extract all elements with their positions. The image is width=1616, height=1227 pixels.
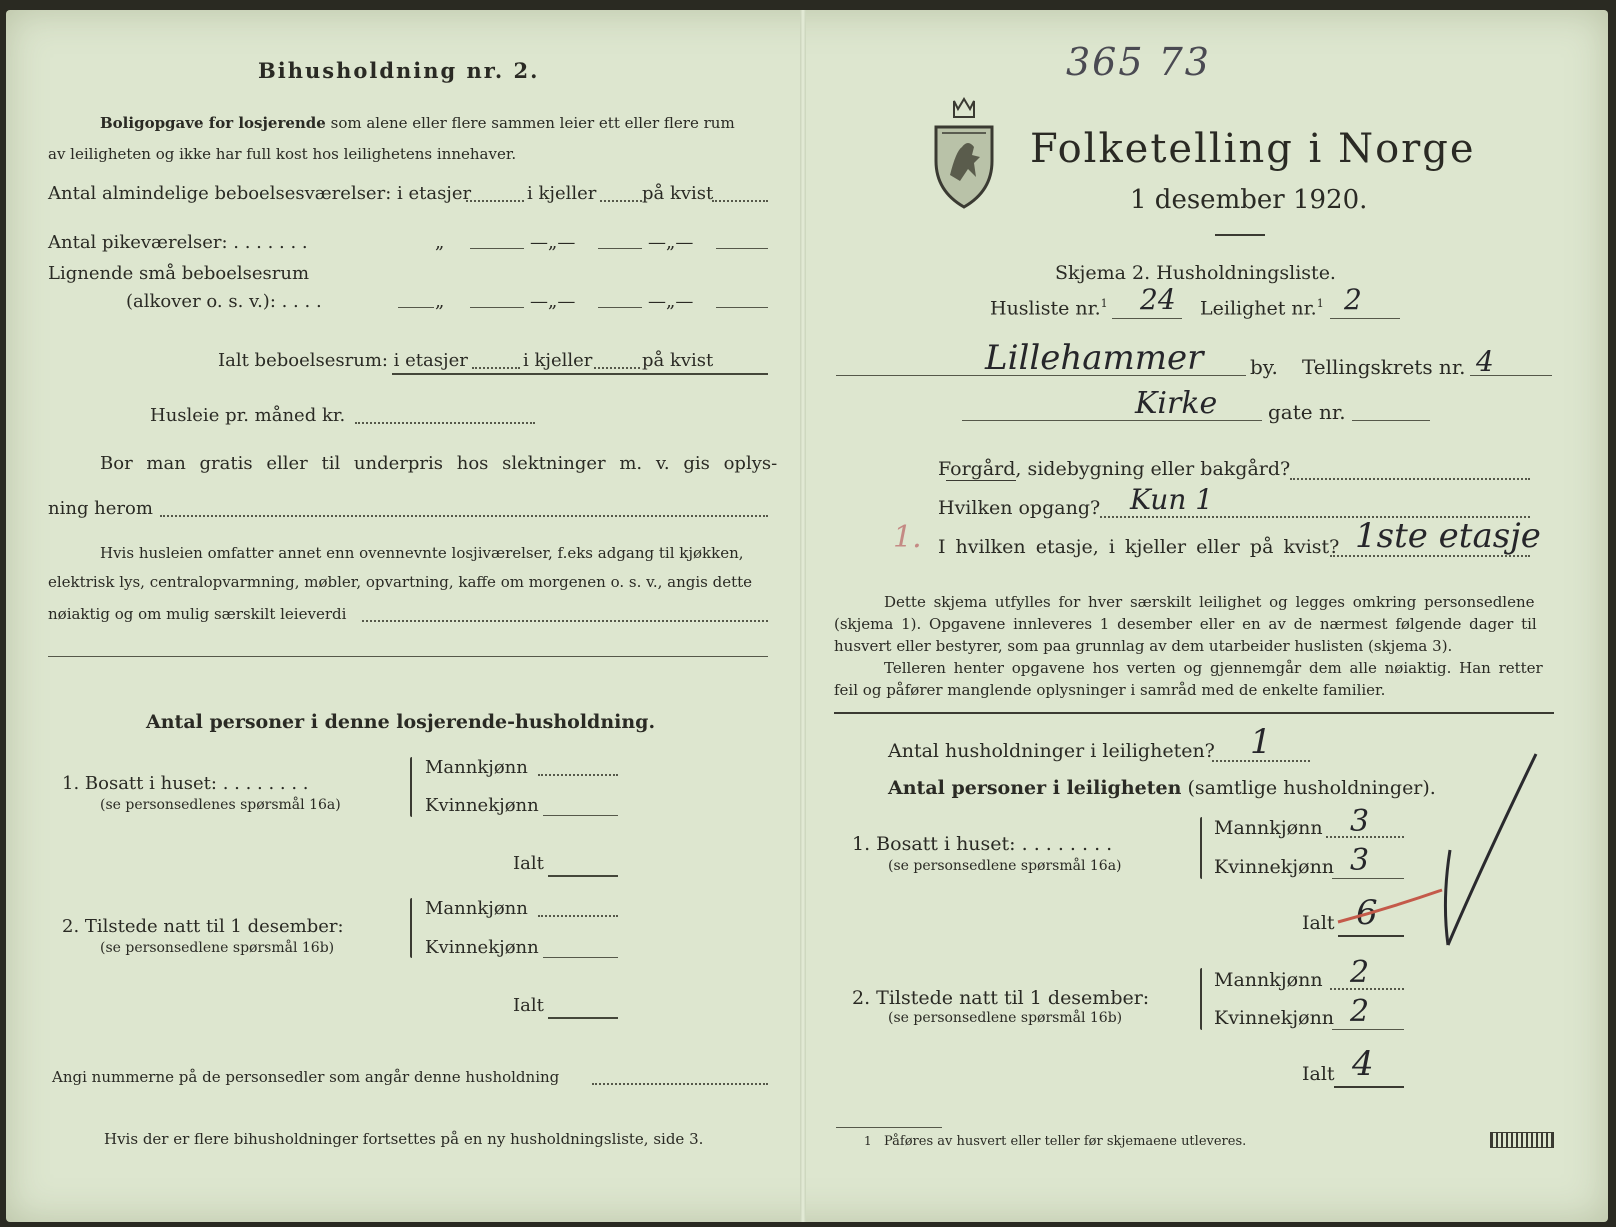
husliste-value[interactable]: 24: [1140, 283, 1176, 316]
gratis-field[interactable]: [160, 515, 768, 517]
left-q1-mann-label: Mannkjønn: [425, 757, 528, 778]
instr-line3: husvert eller bestyrer, som paa grunnlag av dem utarbeider huslisten (skjema 3).: [834, 637, 1453, 655]
skjema-label: Skjema 2. Husholdningsliste.: [1055, 262, 1336, 284]
ialt-kjeller-label: i kjeller: [523, 350, 593, 371]
leilighet-label: Leilighet nr.$^1$: [1200, 297, 1324, 320]
left-q1-label: 1. Bosatt i huset: . . . . . . . .: [62, 773, 309, 794]
footnote-mark: 1: [864, 1134, 872, 1148]
pike-kvist-field[interactable]: [716, 248, 768, 249]
ialt-rooms-label: Ialt beboelsesrum: i etasjer: [218, 350, 468, 371]
right-q1-mann-label: Mannkjønn: [1214, 817, 1323, 839]
left-q2-ialt-label: Ialt: [513, 995, 544, 1016]
right-q1-sub: (se personsedlene spørsmål 16a): [888, 858, 1122, 874]
gate-value[interactable]: Kirke: [1135, 386, 1218, 421]
right-antal-heading: Antal personer i leiligheten (samtlige husholdninger).: [888, 777, 1436, 799]
left-q1-kvinne-label: Kvinnekjønn: [425, 795, 539, 816]
instr-line1: Dette skjema utfylles for hver særskilt leilighet og legges omkring personsedlene: [884, 593, 1535, 611]
right-q1-ialt-value[interactable]: 6: [1356, 893, 1378, 933]
right-q2-ialt-label: Ialt: [1302, 1063, 1335, 1085]
by-value[interactable]: Lillehammer: [985, 338, 1204, 378]
rooms-etasjer-field[interactable]: [466, 200, 524, 202]
opgang-value[interactable]: Kun 1: [1130, 483, 1214, 516]
leilighet-value[interactable]: 2: [1344, 283, 1362, 316]
rooms-kjeller-label: i kjeller: [527, 183, 597, 204]
left-antal-heading: Antal personer i denne losjerende-husholdning.: [146, 711, 656, 733]
instr-line2: (skjema 1). Opgavene innleveres 1 desember eller en av de nærmest følgende dager til: [834, 615, 1537, 633]
right-q2-label: 2. Tilstede natt til 1 desember:: [852, 987, 1150, 1009]
margin-mark: 1.: [893, 520, 922, 555]
right-q1-ialt-label: Ialt: [1302, 912, 1335, 934]
opgang-label: Hvilken opgang?: [938, 497, 1101, 519]
lign-kjeller-field[interactable]: [598, 307, 642, 308]
left-footer: Hvis der er flere bihusholdninger fortsettes på en ny husholdningsliste, side 3.: [104, 1130, 704, 1148]
rooms-kjeller-field[interactable]: [600, 200, 642, 202]
footnote: Påføres av husvert eller teller før skjemaene utleveres.: [884, 1134, 1247, 1149]
right-date: 1 desember 1920.: [1130, 185, 1368, 215]
leieverdi-field[interactable]: [362, 620, 768, 622]
husleie-label: Husleie pr. måned kr.: [150, 405, 346, 426]
right-title: Folketelling i Norge: [1030, 126, 1476, 172]
etasje-label: I hvilken etasje, i kjeller eller på kvist?: [938, 536, 1340, 558]
gate-label: gate nr.: [1268, 400, 1346, 424]
etasje-value[interactable]: 1ste etasje: [1355, 516, 1541, 556]
hush-value[interactable]: 1: [1250, 722, 1272, 762]
left-q1-kvinne-field[interactable]: [543, 815, 618, 816]
left-q2-mann-field[interactable]: [538, 915, 618, 917]
by-label: by.: [1250, 355, 1278, 379]
tellingskrets-value[interactable]: 4: [1476, 345, 1494, 378]
left-q2-label: 2. Tilstede natt til 1 desember:: [62, 916, 344, 937]
right-q1-label: 1. Bosatt i huset: . . . . . . . .: [852, 833, 1113, 855]
page-fold: [800, 10, 806, 1222]
left-intro-line2: av leiligheten og ikke har full kost hos leilighetens innehaver.: [48, 145, 517, 163]
coat-of-arms-icon: [928, 95, 1000, 210]
husliste-label: Husliste nr.$^1$: [990, 297, 1108, 320]
hush-label: Antal husholdninger i leiligheten?: [888, 740, 1215, 762]
gratis-line2: ning herom: [48, 498, 153, 519]
left-q1-ialt-field[interactable]: [548, 875, 618, 877]
instr-line5: feil og påfører manglende oplysninger i samråd med de enkelte familier.: [834, 681, 1386, 699]
left-q1-mann-field[interactable]: [538, 774, 618, 776]
lign-etasjer-field[interactable]: [470, 307, 524, 308]
gratis-line1: Bor man gratis eller til underpris hos slektninger m. v. gis oplys-: [100, 453, 778, 474]
angi-field[interactable]: [592, 1083, 768, 1085]
intro-bold: Boligopgave for losjerende: [100, 114, 326, 132]
right-q2-kvinne-label: Kvinnekjønn: [1214, 1007, 1335, 1029]
check-mark-icon: [1330, 750, 1550, 970]
rooms-kvist-label: på kvist: [642, 183, 714, 204]
pike-etasjer-field[interactable]: [470, 248, 524, 249]
ialt-kvist-label: på kvist: [642, 350, 714, 371]
lign-kvist-field[interactable]: [716, 307, 768, 308]
ialt-kjeller-field[interactable]: [594, 367, 640, 369]
forgaard-field[interactable]: [1290, 478, 1530, 480]
hvis-line3: nøiaktig og om mulig særskilt leieverdi: [48, 605, 347, 623]
right-q2-sub: (se personsedlene spørsmål 16b): [888, 1010, 1123, 1026]
left-q1-sub: (se personsedlenes spørsmål 16a): [100, 797, 341, 813]
pike-label: Antal pikeværelser: . . . . . . .: [48, 232, 308, 253]
right-q2-ialt-value[interactable]: 4: [1352, 1044, 1374, 1084]
printer-mark-icon: [1490, 1132, 1554, 1148]
rooms-kvist-field[interactable]: [712, 200, 768, 202]
husleie-field[interactable]: [355, 422, 535, 424]
pike-kjeller-field[interactable]: [598, 248, 642, 249]
left-q2-kvinne-field[interactable]: [543, 957, 618, 958]
right-q2-mann-value[interactable]: 2: [1350, 955, 1370, 990]
hvis-line1: Hvis husleien omfatter annet enn ovennevnte losjiværelser, f.eks adgang til kjøkken,: [100, 544, 744, 562]
right-q1-mann-value[interactable]: 3: [1350, 804, 1370, 839]
right-q1-kvinne-value[interactable]: 3: [1350, 843, 1370, 878]
ialt-etasjer-field[interactable]: [472, 367, 520, 369]
tellingskrets-label: Tellingskrets nr.: [1302, 355, 1466, 379]
left-q2-kvinne-label: Kvinnekjønn: [425, 937, 539, 958]
lign-label1: Lignende små beboelsesrum: [48, 263, 310, 284]
right-q1-kvinne-label: Kvinnekjønn: [1214, 856, 1335, 878]
leieverdi-field-2[interactable]: [48, 656, 768, 657]
instr-line4: Telleren henter opgavene hos verten og gjennemgår dem alle nøiaktig. Han retter: [884, 659, 1543, 677]
rooms-label: Antal almindelige beboelsesværelser: i etasjer: [48, 183, 472, 204]
right-q2-kvinne-value[interactable]: 2: [1350, 994, 1370, 1029]
stamp-number: 365 73: [1066, 40, 1211, 84]
angi-line: Angi nummerne på de personsedler som angår denne husholdning: [52, 1068, 560, 1086]
forgaard-label: Forgård, sidebygning eller bakgård?: [938, 458, 1291, 480]
left-title: Bihusholdning nr. 2.: [258, 58, 540, 83]
lign-label2: (alkover o. s. v.): . . . .: [126, 291, 322, 312]
left-q2-sub: (se personsedlene spørsmål 16b): [100, 940, 335, 956]
intro-rest: som alene eller flere sammen leier ett eller flere rum: [330, 114, 735, 132]
right-q2-mann-label: Mannkjønn: [1214, 969, 1323, 991]
left-q2-mann-label: Mannkjønn: [425, 898, 528, 919]
left-intro-line1: [100, 114, 735, 132]
left-q2-ialt-field[interactable]: [548, 1017, 618, 1019]
left-q1-ialt-label: Ialt: [513, 853, 544, 874]
hvis-line2: elektrisk lys, centralopvarmning, møbler, opvartning, kaffe om morgenen o. s. v., angis dette: [48, 573, 753, 591]
